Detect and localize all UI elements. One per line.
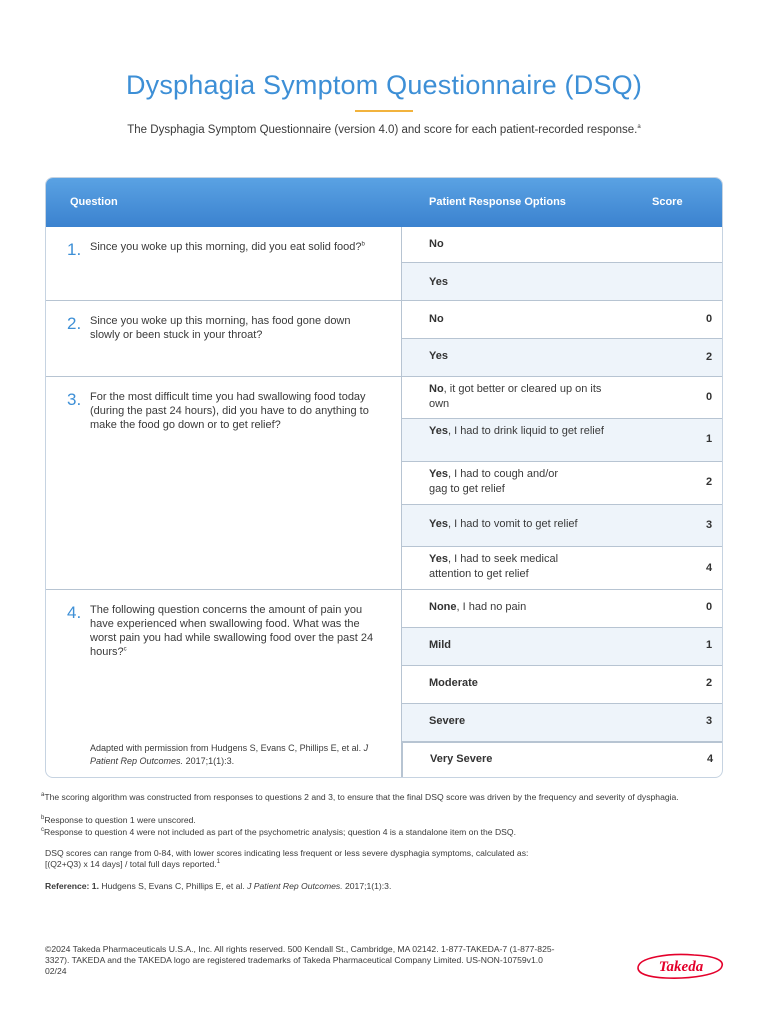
option-row xyxy=(402,301,723,339)
option-score: 3 xyxy=(705,519,713,531)
option-label: Yes xyxy=(429,276,448,288)
question-text: The following question concerns the amount of pain you have experienced when swallowing food. What was the worst pain you had while swallowing food over the past 24 hours?$^c$ xyxy=(90,604,374,658)
option-row xyxy=(402,227,723,263)
option-row xyxy=(402,377,723,419)
option-label: Yes, I had to seek medical attention to get relief xyxy=(429,553,559,580)
option-score: 4 xyxy=(705,562,713,574)
question-text: Since you woke up this morning, has food gone down slowly or been stuck in your throat? xyxy=(90,315,351,341)
footnote-a: $^a$The scoring algorithm was constructed from responses to questions 2 and 3, to ensure that the final DSQ score was driven by the frequency and severity of dysphagia. xyxy=(41,792,679,802)
option-label: No xyxy=(429,313,444,325)
option-row xyxy=(402,704,723,742)
page-title: Dysphagia Symptom Questionnaire (DSQ) xyxy=(125,70,643,100)
table-header xyxy=(46,178,722,227)
option-row xyxy=(402,339,723,377)
question-number: 3. xyxy=(67,390,82,409)
option-score: 0 xyxy=(705,601,713,613)
option-score: 2 xyxy=(705,476,713,488)
question-text: For the most difficult time you had swallowing food today (during the past 24 hours), did you have to do anything to make the food go down or to get relief? xyxy=(90,391,369,431)
takeda-logo xyxy=(634,951,726,981)
option-row xyxy=(402,547,723,590)
option-label: Yes, I had to drink liquid to get relief xyxy=(429,425,604,437)
option-score: 2 xyxy=(705,351,713,363)
header-score: Score xyxy=(652,196,683,208)
option-label: Severe xyxy=(429,715,466,727)
logo-text: Takeda xyxy=(658,959,704,975)
option-label: No, it got better or cleared up on its own xyxy=(429,383,602,410)
option-label: Very Severe xyxy=(430,753,493,765)
footnote-c: $^c$Response to question 4 were not included as part of the psychometric analysis; question 4 is a standalone item on the DSQ. xyxy=(41,827,516,837)
option-row xyxy=(402,666,723,704)
option-row xyxy=(402,742,723,778)
question-3 xyxy=(46,377,402,590)
option-label: Yes, I had to cough and/or gag to get relief xyxy=(429,468,559,495)
header-question: Question xyxy=(70,196,118,208)
question-1 xyxy=(46,227,402,301)
option-score: 1 xyxy=(705,433,713,445)
option-score: 4 xyxy=(706,753,714,765)
footnote-b: $^b$Response to question 1 were unscored. xyxy=(41,815,196,825)
option-score: 2 xyxy=(705,677,713,689)
option-label: No xyxy=(429,238,444,250)
option-row xyxy=(402,505,723,547)
question-text: Since you woke up this morning, did you eat solid food?$^b$ xyxy=(90,241,365,253)
option-label: None, I had no pain xyxy=(429,601,527,613)
option-row xyxy=(402,590,723,628)
question-number: 4. xyxy=(67,603,82,622)
title-divider xyxy=(355,110,413,112)
question-2 xyxy=(46,301,402,377)
adapted-citation: Adapted with permission from Hudgens S, Evans C, Phillips E, et al. J Patient Rep Outcomes. 2017;1(1):3. xyxy=(90,743,369,766)
option-row xyxy=(402,419,723,462)
option-label: Moderate xyxy=(429,677,478,689)
dsq-table xyxy=(45,177,723,778)
reference: Reference: 1. Hudgens S, Evans C, Phillips E, et al. J Patient Rep Outcomes. 2017;1(1):3. xyxy=(45,881,392,891)
page-subtitle: The Dysphagia Symptom Questionnaire (version 4.0) and score for each patient-recorded response.$^a$ xyxy=(127,124,641,136)
score-range-note: DSQ scores can range from 0-84, with lower scores indicating less frequent or less severe dysphagia symptoms, calculated as: [(Q2+Q3) x 14 days] / total full days reported.$^1$ xyxy=(45,848,529,869)
option-label: Mild xyxy=(429,639,451,651)
header-response: Patient Response Options xyxy=(429,196,566,208)
option-score: 0 xyxy=(705,391,713,403)
question-number: 2. xyxy=(67,314,82,333)
option-label: Yes, I had to vomit to get relief xyxy=(429,518,578,530)
option-row xyxy=(402,263,723,301)
option-score: 0 xyxy=(705,313,713,325)
option-row xyxy=(402,462,723,505)
option-row xyxy=(402,628,723,666)
copyright-notice: ©2024 Takeda Pharmaceuticals U.S.A., Inc. All rights reserved. 500 Kendall St., Cambridge, MA 02142. 1-877-TAKEDA-7 (1-877-825-3327). TAKEDA and the TAKEDA logo are registered trademarks of Takeda Pharmaceutical Company Limited. US-NON-10759v1.0 02/24 xyxy=(45,944,555,976)
option-label: Yes xyxy=(429,350,448,362)
question-number: 1. xyxy=(67,240,82,259)
option-score: 1 xyxy=(705,639,713,651)
option-score: 3 xyxy=(705,715,713,727)
